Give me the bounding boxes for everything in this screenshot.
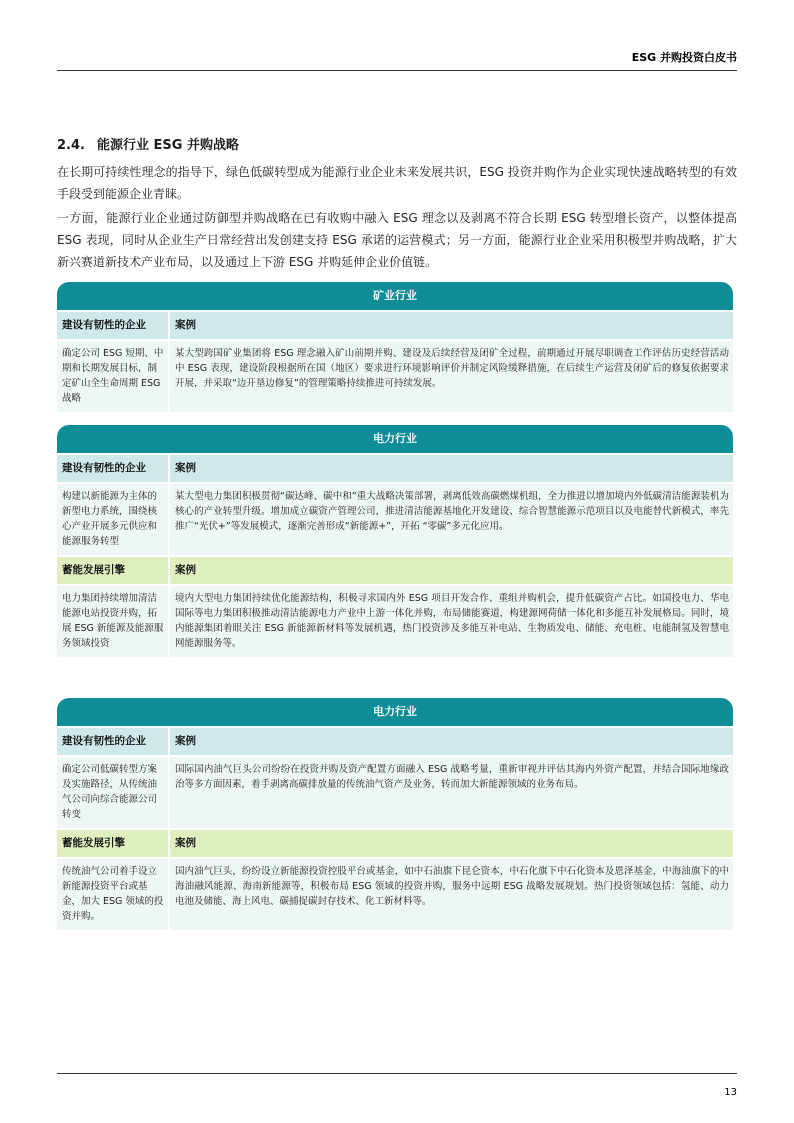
category-header: 建设有韧性的企业 (57, 312, 168, 339)
case-cell: 国内油气巨头，纷纷设立新能源投资控股平台或基金，如中石油旗下昆仑资本，中石化旗下中石化资本及恩泽基金，中海油旗下的中海油融风能源、海南新能源等，积极布局 ESG 领域的投资并购，服务中远期 ESG 战略发展规划。热门投资领域包括：氢能、动力电池及储能、海上风电、碳捕捉碳封存技术、化工新材料等。 (170, 859, 733, 930)
strategy-paragraph: 一方面，能源行业企业通过防御型并购战略在已有收购中融入 ESG 理念以及剥离不符合长期 ESG 转型增长资产，以整体提高 ESG 表现，同时从企业生产日常经营出发创建支持 ESG 承诺的运营模式；另一方面，能源行业企业采用积极型并购战略，扩大新兴赛道新技术产业布局，以及通过上下游 ESG 并购延伸企业价值链。 (57, 211, 737, 269)
table-title-band: 矿业行业 (57, 282, 733, 310)
table-title-band: 电力行业 (57, 425, 733, 453)
category-header: 蓄能发展引擎 (57, 830, 168, 857)
case-header: 案例 (170, 830, 733, 857)
table-header-row (57, 557, 733, 584)
category-header: 建设有韧性的企业 (57, 455, 168, 482)
intro-paragraph: 在长期可持续性理念的指导下，绿色低碳转型成为能源行业企业未来发展共识，ESG 投资并购作为企业实现快速战略转型的有效手段受到能源企业青睐。 (57, 165, 737, 201)
mining-industry-table (57, 282, 733, 412)
case-header: 案例 (170, 557, 733, 584)
section-heading (57, 134, 239, 153)
table-row (57, 341, 733, 412)
section-title: 能源行业 ESG 并购战略 (97, 138, 239, 153)
case-cell: 某大型电力集团积极贯彻“碳达峰、碳中和”重大战略决策部署，剥离低效高碳燃煤机组，全力推进以增加境内外低碳清洁能源装机为核心的产业转型升级。增加成立碳资产管理公司，推进清洁能源基地化开发建设、综合智慧能源示范项目以及电能替代新模式，率先推广“光伏+”等发展模式，逐渐完善形成“新能源+”，开拓 “零碳”多元化应用。 (170, 484, 733, 555)
table-header-row (57, 455, 733, 482)
table-title-band: 电力行业 (57, 698, 733, 726)
page-header-title: ESG 并购投资白皮书 (631, 51, 737, 64)
power-industry-table (57, 425, 733, 657)
category-header: 蓄能发展引擎 (57, 557, 168, 584)
category-cell: 传统油气公司着手设立新能源投资平台或基金，加大 ESG 领域的投资并购。 (57, 859, 168, 930)
table-row (57, 859, 733, 930)
case-cell: 境内大型电力集团持续优化能源结构，积极寻求国内外 ESG 项目开发合作、重组并购机会，提升低碳资产占比。如国投电力、华电国际等电力集团积极推动清洁能源电力产业中上游一体化并购，布局储能赛道，构建源网荷储一体化和多能互补发展格局。同时，境内能源集团着眼关注 ESG 新能源新材料等发展机遇，热门投资涉及多能互补电站、生物质发电、储能、充电桩、电能制氢及智慧电网能源服务等。 (170, 586, 733, 657)
section-number: 2.4. (57, 138, 85, 153)
case-header: 案例 (170, 312, 733, 339)
category-cell: 电力集团持续增加清洁能源电站投资并购，拓展 ESG 新能源及能源服务领域投资 (57, 586, 168, 657)
case-cell: 国际国内油气巨头公司纷纷在投资并购及资产配置方面融入 ESG 战略考量，重新审视并评估其海内外资产配置，并结合国际地缘政治等多方面因素，着手剥离高碳排放量的传统油气资产及业务，转而加大新能源领域的业务布局。 (170, 757, 733, 828)
category-header: 建设有韧性的企业 (57, 728, 168, 755)
oil-gas-table (57, 698, 733, 930)
category-cell: 构建以新能源为主体的新型电力系统，围绕核心产业开展多元供应和能源服务转型 (57, 484, 168, 555)
footer-divider (57, 1073, 737, 1074)
table-row (57, 757, 733, 828)
table-header-row (57, 830, 733, 857)
category-cell: 确定公司低碳转型方案及实施路径，从传统油气公司向综合能源公司转变 (57, 757, 168, 828)
case-cell: 某大型跨国矿业集团将 ESG 理念融入矿山前期并购、建设及后续经营及闭矿全过程，前期通过开展尽职调查工作评估历史经营活动中 ESG 表现，建设阶段根据所在国（地区）要求进行环境影响评价并制定风险缓释措施，在后续生产运营及闭矿后的修复依据要求开展，并采取“边开垦边修复”的管理策略持续推进可持续发展。 (170, 341, 733, 412)
table-row (57, 586, 733, 657)
header-divider (57, 70, 737, 71)
category-cell: 确定公司 ESG 短期、中期和长期发展目标，制定矿山全生命周期 ESG 战略 (57, 341, 168, 412)
table-header-row (57, 728, 733, 755)
table-header-row (57, 312, 733, 339)
table-row (57, 484, 733, 555)
case-header: 案例 (170, 728, 733, 755)
case-header: 案例 (170, 455, 733, 482)
page-number: 13 (724, 1087, 737, 1098)
